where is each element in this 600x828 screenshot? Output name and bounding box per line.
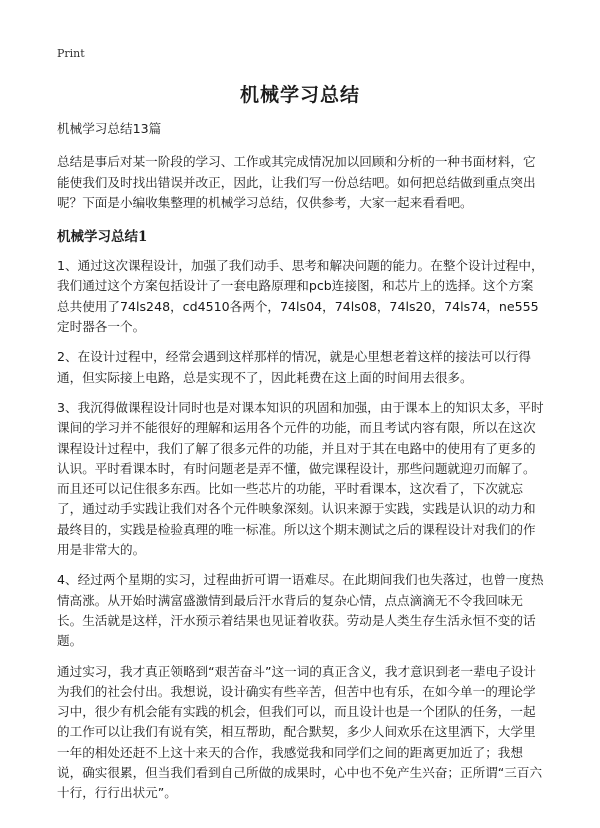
body-paragraph: 通过实习，我才真正领略到“艰苦奋斗”这一词的真正含义，我才意识到老一辈电子设计为我们的社会付出。我想说，设计确实有些辛苦，但苦中也有乐，在如今单一的理论学习中，很少有机会能有实践的机会，但我们可以，而且设计也是一个团队的任务，一起的工作可以让我们有说有笑，相互帮助，配合默契，多少人间欢乐在这里洒下，大学里一年的相处还赶不上这十来天的合作，我感觉我和同学们之间的距离更加近了；我想说，确实很累，但当我们看到自己所做的成果时，心中也不免产生兴奋；正所谓“三百六十行，行行出状元”。 — [57, 663, 543, 801]
body-paragraph: 2、在设计过程中，经常会遇到这样那样的情况，就是心里想老着这样的接法可以行得通，但实际接上电路，总是实现不了，因此耗费在这上面的时间用去很多。 — [57, 349, 531, 385]
print-label[interactable]: Print — [57, 47, 85, 60]
document-subtitle: 机械学习总结13篇 — [57, 121, 162, 136]
body-paragraph: 4、经过两个星期的实习，过程曲折可谓一语难尽。在此期间我们也失落过，也曾一度热情高涨。从开始时满富盛激情到最后汗水背后的复杂心情，点点滴滴无不令我回味无长。生活就是这样，汗水预示着结果也见证着收获。劳动是人类生存生活永恒不变的话题。 — [57, 572, 544, 649]
section-heading: 机械学习总结1 — [57, 229, 148, 246]
body-paragraph: 3、我沉得做课程设计同时也是对课本知识的巩固和加强，由于课本上的知识太多，平时课间的学习并不能很好的理解和运用各个元件的功能，而且考试内容有限，所以在这次课程设计过程中，我们了解了很多元件的功能，并且对于其在电路中的使用有了更多的认识。平时看课本时，有时问题老是弄不懂，做完课程设计，那些问题就迎刃而解了。而且还可以记住很多东西。比如一些芯片的功能，平时看课本，这次看了，下次就忘了，通过动手实践让我们对各个元件映象深刻。认识来源于实践，实践是认识的动力和最终目的，实践是检验真理的唯一标准。所以这个期末测试之后的课程设计对我们的作用是非常大的。 — [57, 399, 544, 558]
body-paragraph: 1、通过这次课程设计，加强了我们动手、思考和解决问题的能力。在整个设计过程中，我们通过这个方案包括设计了一套电路原理和pcb连接图，和芯片上的选择。这个方案总共使用了74ls248，cd4510各两个，74ls04，74ls08，74ls20，74ls74，ne555定时器各一个。 — [57, 258, 544, 335]
document-title: 机械学习总结 — [239, 84, 360, 106]
intro-paragraph: 总结是事后对某一阶段的学习、工作或其完成情况加以回顾和分析的一种书面材料，它能使我们及时找出错误并改正，因此，让我们写一份总结吧。如何把总结做到重点突出呢？下面是小编收集整理的机械学习总结，仅供参考，大家一起来看看吧。 — [57, 154, 536, 210]
document-body — [57, 119, 545, 814]
